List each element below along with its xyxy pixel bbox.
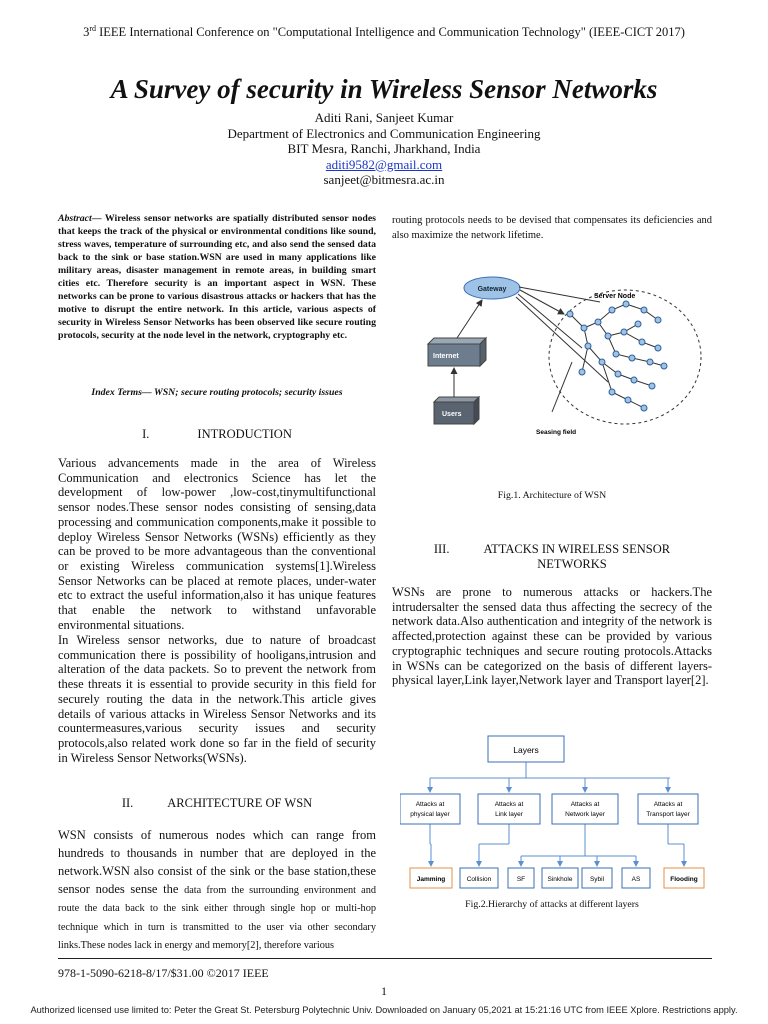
architecture-text-small: data from the surrounding environment and route the data back to the sink either through single hop or multi-hop technique which in turn is transmitted to the user via other secondary links.These nodes lack in energy and memory[2], therefore various: [58, 885, 376, 952]
layer-label-2-a: Attacks at: [570, 801, 600, 808]
attack-label-jamming: Jamming: [416, 876, 446, 883]
section-title: INTRODUCTION: [197, 427, 292, 441]
attacks-paragraph: WSNs are prone to numerous attacks or hackers.The intrudersalter the sensed data thus affecting the secrecy of the network data.Also authentication and integrity of the network is affected,protection against these can be provided by various cryptographic techniques and secure routing protocols.Attacks in WSNs can be categorized on the basis of different layers-physical layer,Link layer,Network layer and Transport layer[2].: [392, 585, 712, 688]
attack-label-sinkhole: Sinkhole: [547, 876, 573, 883]
attack-label-collision: Collision: [466, 876, 492, 883]
abstract-text: — Wireless sensor networks are spatially distributed sensor nodes that keeps the track of the physical or environmental conditions like sound, stress waves, temperature of surrounding etc, and also send the sensed data back to the sink or base station.WSN are used in many applications like military areas, disaster management in remote areas, in building smart cities etc. Therefore security is an important aspect in WSN. These networks can be prone to various disastrous attacks or hackers that has the motive to disrupt the entire network. In this article, various aspects of security in Wireless Sensor Networks has been observed like secure routing protocols, security at the node level in the network, cryptography etc.: [58, 213, 376, 342]
layer-box-2: [552, 794, 618, 824]
section-number: II.: [121, 796, 134, 810]
author-email-2: sanjeet@bitmesra.ac.in: [323, 172, 445, 187]
conference-ordinal-suffix: rd: [89, 24, 96, 33]
attack-label-sybil: Sybil: [589, 876, 605, 883]
paper-title: A Survey of security in Wireless Sensor Networks: [110, 74, 658, 104]
wsn-architecture-figure: [412, 262, 702, 442]
abstract-label: Abstract: [58, 213, 92, 224]
section-heading-introduction: [58, 427, 376, 442]
conference-header: [0, 24, 768, 40]
layer-box-1: [478, 794, 540, 824]
introduction-paragraph-1: Various advancements made in the area of Wireless Communication and electronics Science has let the development of low-power ,low-cost,tinymultifunctional sensor nodes.These sensor nodes consisting of sensing,data processing and communication components,make it possible to deploy Wireless Sensor Networks (WSNs) efficiently as they can be proved to be more advantageous than the conventional or existing Wireless communication systems[1].Wireless Sensor Networks can be placed at remote places, under-water etc to extract the useful information,also it has unique features that enable the network to withstand unfavorable environmental situations.: [58, 456, 376, 632]
figure-2-caption: Fig.2.Hierarchy of attacks at different layers: [465, 899, 639, 910]
layers-root-label: Layers: [513, 745, 539, 755]
internet-label: Internet: [433, 353, 459, 360]
author-email-link[interactable]: aditi9582@gmail.com: [325, 156, 443, 172]
sensing-field-label: Seasing field: [536, 429, 577, 436]
introduction-paragraph-2: In Wireless sensor networks, due to nature of broadcast communication there is possibility of hooligans,intrusion and alteration of the data packets. So to prevent the network from these threats it is essential to provide security in this field for securely routing the data in the network.This article gives details of various attacks in Wireless Sensor Networks and its countermeasures,various security issues and security protocols,also related work done so far in the field of security in Wireless Sensor Networks(WSNs).: [58, 633, 376, 765]
index-terms: Index Terms— WSN; secure routing protocols; security issues: [91, 387, 343, 398]
sensing-field-boundary: [549, 290, 701, 424]
attack-label-flooding: Flooding: [670, 876, 698, 883]
figure-1-caption: Fig.1. Architecture of WSN: [497, 490, 607, 501]
attack-hierarchy-figure: [400, 732, 712, 897]
license-notice: Authorized licensed use limited to: Peter the Great St. Petersburg Polytechnic Univ. Downloaded on January 05,2021 at 15:21:16 UTC from IEEE Xplore. Restrictions apply.: [30, 1005, 738, 1015]
attack-label-as: AS: [631, 876, 641, 883]
section-title-line-2: NETWORKS: [537, 557, 607, 571]
section-title: ARCHITECTURE OF WSN: [167, 796, 313, 810]
conference-ordinal: 3: [83, 25, 90, 40]
section-title-line-1: ATTACKS IN WIRELESS SENSOR: [483, 542, 671, 556]
architecture-paragraph: [58, 826, 376, 954]
section-number: I.: [142, 427, 150, 441]
gateway-label: Gateway: [477, 286, 507, 293]
attack-label-sf: SF: [516, 876, 526, 883]
conference-name: IEEE International Conference on "Computational Intelligence and Communication Technology" (IEEE-CICT 2017): [96, 25, 685, 40]
author-institution: BIT Mesra, Ranchi, Jharkhand, India: [287, 141, 481, 156]
author-block: [0, 110, 768, 188]
page-number: 1: [381, 984, 387, 998]
layer-label-0-b: physical layer: [410, 811, 450, 818]
section-heading-attacks: [392, 542, 712, 572]
layer-box-3: [638, 794, 698, 824]
server-node-label: Server Node: [594, 293, 636, 300]
section-heading-architecture: [58, 796, 376, 811]
footer-isbn: 978-1-5090-6218-8/17/$31.00 ©2017 IEEE: [58, 966, 269, 980]
layer-label-1-a: Attacks at: [494, 801, 524, 808]
section-number: III.: [433, 542, 450, 556]
author-names: Aditi Rani, Sanjeet Kumar: [314, 110, 454, 125]
architecture-text-large: WSN consists of numerous nodes which can range from hundreds to thousands in number that are deployed in the network.WSN also consist of the sink or the base station,these sensor nodes sense the: [58, 828, 376, 896]
layer-label-3-b: Transport layer: [646, 811, 690, 818]
routing-protocols-paragraph: routing protocols needs to be devised that compensates its deficiencies and also maximize the network lifetime.: [392, 215, 712, 242]
layer-label-3-a: Attacks at: [653, 801, 683, 808]
abstract: [58, 212, 376, 342]
users-label: Users: [442, 411, 462, 418]
footer-divider: [58, 958, 712, 959]
layer-label-0-a: Attacks at: [415, 801, 445, 808]
author-department: Department of Electronics and Communication Engineering: [227, 125, 541, 141]
layer-box-0: [400, 794, 460, 824]
layer-label-1-b: Link layer: [495, 811, 523, 818]
layer-label-2-b: Network layer: [565, 811, 605, 818]
